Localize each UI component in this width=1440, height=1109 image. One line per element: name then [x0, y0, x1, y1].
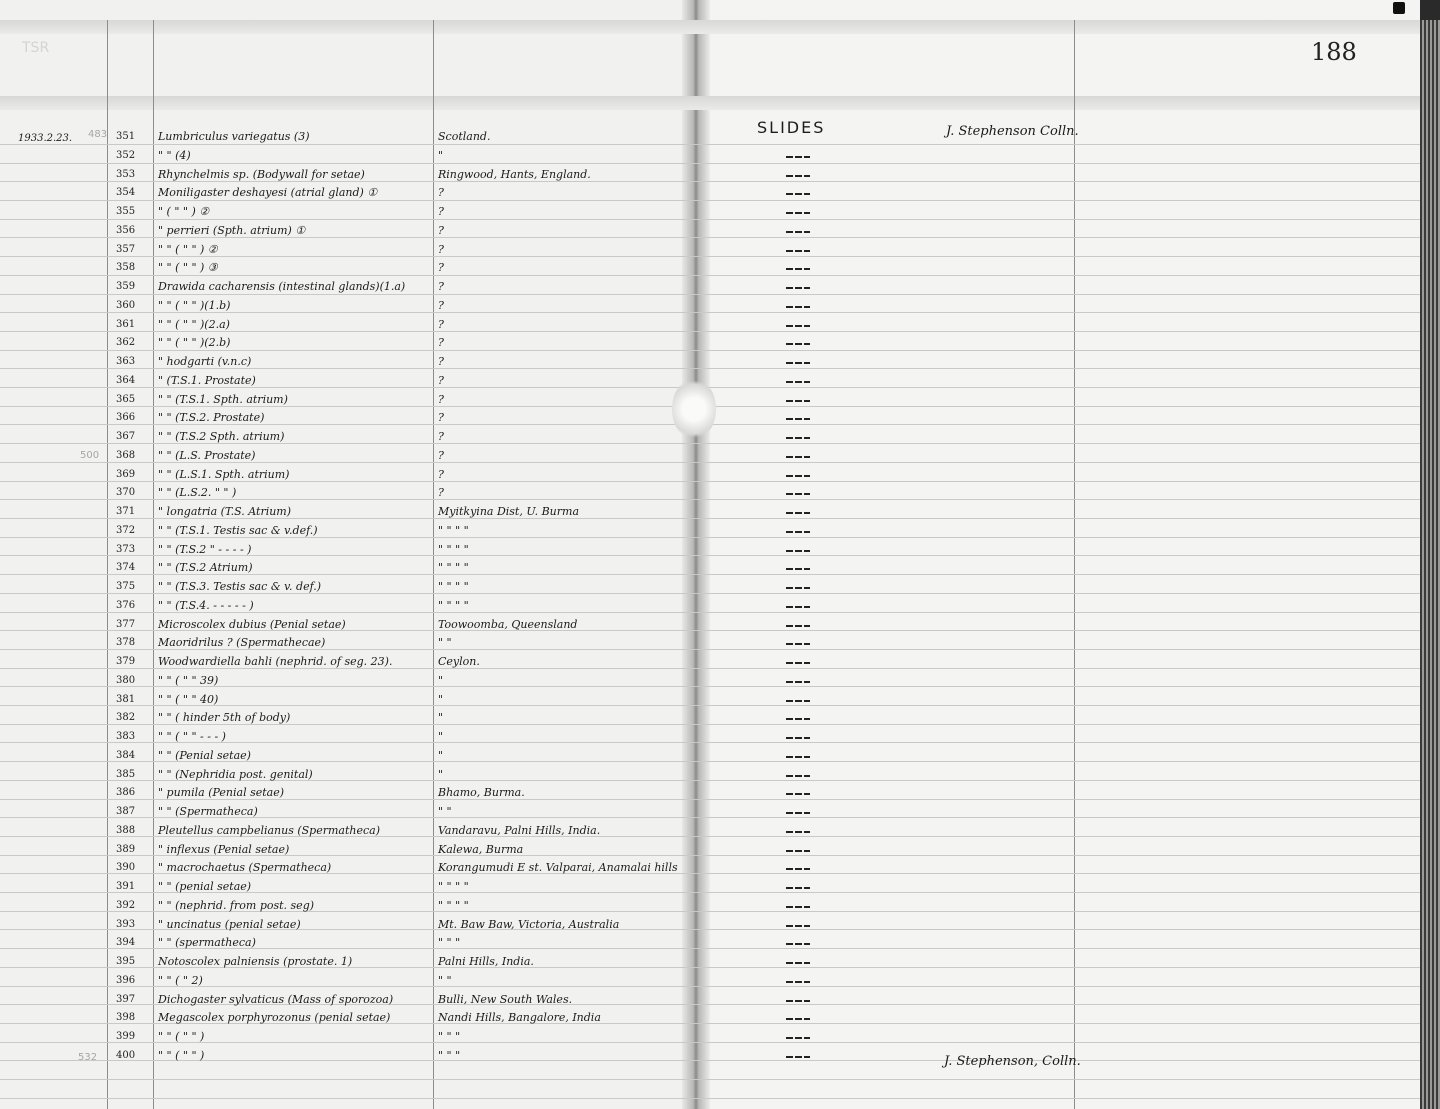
locality: Mt. Baw Baw, Victoria, Australia	[438, 918, 620, 931]
register-number: 363	[116, 356, 136, 367]
register-number: 376	[116, 600, 136, 611]
ditto-dash	[786, 980, 810, 984]
register-number: 359	[116, 281, 136, 292]
locality: Toowoomba, Queensland	[438, 618, 578, 631]
register-number: 364	[116, 375, 136, 386]
locality: Kalewa, Burma	[438, 843, 524, 856]
register-number: 372	[116, 525, 136, 536]
specimen-name: " " ( " " )(2.a)	[158, 318, 230, 331]
specimen-name: " " ( " " 39)	[158, 674, 219, 687]
ditto-dash	[786, 905, 810, 909]
locality: Bulli, New South Wales.	[438, 993, 573, 1006]
specimen-name: " " ( " " )	[158, 1049, 205, 1062]
ditto-dash	[786, 961, 810, 965]
locality: Vandaravu, Palni Hills, India.	[438, 824, 601, 837]
locality: " " " "	[438, 580, 469, 593]
ditto-dash	[786, 492, 810, 496]
locality: ?	[438, 243, 444, 256]
specimen-name: " " ( " 2)	[158, 974, 203, 987]
register-number: 358	[116, 262, 136, 273]
column-rule	[1074, 20, 1075, 1109]
specimen-name: " " ( " " )(2.b)	[158, 336, 231, 349]
specimen-name: " " ( " " )(1.b)	[158, 299, 231, 312]
register-number: 384	[116, 750, 136, 761]
locality: "	[438, 711, 444, 724]
column-rule	[153, 20, 154, 1109]
locality: " " " "	[438, 599, 469, 612]
ditto-dash	[786, 511, 810, 515]
register-number: 392	[116, 900, 136, 911]
specimen-name: " " (nephrid. from post. seg)	[158, 899, 315, 912]
specimen-name: " " (spermatheca)	[158, 936, 256, 949]
register-number: 400	[116, 1050, 136, 1061]
register-number: 355	[116, 206, 136, 217]
specimen-name: Dichogaster sylvaticus (Mass of sporozoa)	[158, 993, 394, 1006]
collector-bottom: J. Stephenson, Colln.	[944, 1054, 1081, 1069]
register-number: 389	[116, 844, 136, 855]
specimen-name: Lumbriculus variegatus (3)	[158, 130, 310, 143]
specimen-name: " " ( " " 40)	[158, 693, 219, 706]
ditto-dash	[786, 811, 810, 815]
specimen-name: Drawida cacharensis (intestinal glands)(1.a)	[158, 280, 406, 293]
ditto-dash	[786, 530, 810, 534]
specimen-name: Moniligaster deshayesi (atrial gland) ①	[158, 186, 378, 199]
register-number: 382	[116, 712, 136, 723]
locality: ?	[438, 355, 444, 368]
specimen-name: " " ( hinder 5th of body)	[158, 711, 291, 724]
register-number: 362	[116, 337, 136, 348]
register-number: 398	[116, 1012, 136, 1023]
ditto-dash	[786, 755, 810, 759]
specimen-name: " " ( " " ) ②	[158, 243, 218, 256]
locality: " " " "	[438, 543, 469, 556]
specimen-name: " " (T.S.1. Spth. atrium)	[158, 393, 288, 406]
register-number: 352	[116, 150, 136, 161]
locality: Ringwood, Hants, England.	[438, 168, 591, 181]
specimen-name: " " (T.S.3. Testis sac & v. def.)	[158, 580, 322, 593]
register-number: 375	[116, 581, 136, 592]
locality: "	[438, 730, 444, 743]
slides-header: SLIDES	[757, 118, 826, 137]
specimen-name: " " (penial setae)	[158, 880, 252, 893]
register-number: 356	[116, 225, 136, 236]
ditto-dash	[786, 792, 810, 796]
locality: ?	[438, 336, 444, 349]
register-number: 394	[116, 937, 136, 948]
register-number: 386	[116, 787, 136, 798]
ruled-line	[0, 1098, 1420, 1099]
locality: " " " "	[438, 880, 469, 893]
locality: " " "	[438, 1030, 461, 1043]
specimen-name: " uncinatus (penial setae)	[158, 918, 301, 931]
locality: ?	[438, 299, 444, 312]
specimen-name: " inflexus (Penial setae)	[158, 843, 290, 856]
specimen-name: Pleutellus campbelianus (Spermatheca)	[158, 824, 381, 837]
ditto-dash	[786, 361, 810, 365]
specimen-name: " " (L.S.2. " " )	[158, 486, 237, 499]
locality: ?	[438, 224, 444, 237]
register-number: 388	[116, 825, 136, 836]
locality: ?	[438, 449, 444, 462]
locality: " " "	[438, 1049, 461, 1062]
specimen-name: " " (T.S.2 Atrium)	[158, 561, 253, 574]
ruled-line	[0, 1042, 1420, 1043]
register-number: 374	[116, 562, 136, 573]
locality: ?	[438, 186, 444, 199]
register-number: 395	[116, 956, 136, 967]
ditto-dash	[786, 380, 810, 384]
locality: ?	[438, 411, 444, 424]
pencil-mark: 483	[88, 129, 108, 140]
ditto-dash	[786, 624, 810, 628]
specimen-name: " " (T.S.2 " - - - - )	[158, 543, 252, 556]
locality: ?	[438, 205, 444, 218]
locality: Bhamo, Burma.	[438, 786, 525, 799]
locality: Ceylon.	[438, 655, 480, 668]
register-number: 393	[116, 919, 136, 930]
ditto-dash	[786, 286, 810, 290]
specimen-name: Notoscolex palniensis (prostate. 1)	[158, 955, 353, 968]
registration-date: 1933.2.23.	[18, 133, 73, 144]
ditto-dash	[786, 342, 810, 346]
locality: " " " "	[438, 561, 469, 574]
ditto-dash	[786, 717, 810, 721]
ditto-dash	[786, 661, 810, 665]
header-band-lower	[0, 96, 1420, 110]
register-number: 354	[116, 187, 136, 198]
ditto-dash	[786, 305, 810, 309]
register-number: 399	[116, 1031, 136, 1042]
ruled-line	[0, 1060, 1420, 1061]
ditto-dash	[786, 436, 810, 440]
ditto-dash	[786, 699, 810, 703]
ditto-dash	[786, 174, 810, 178]
locality: Korangumudi E st. Valparai, Anamalai hills	[438, 861, 678, 874]
ditto-dash	[786, 155, 810, 159]
register-number: 360	[116, 300, 136, 311]
locality: ?	[438, 374, 444, 387]
pencil-mark: 532	[78, 1052, 98, 1063]
page-edges	[1420, 20, 1440, 1109]
locality: ?	[438, 468, 444, 481]
ditto-dash	[786, 605, 810, 609]
specimen-name: " (T.S.1. Prostate)	[158, 374, 256, 387]
specimen-name: " " (Spermatheca)	[158, 805, 258, 818]
register-number: 387	[116, 806, 136, 817]
register-number: 353	[116, 169, 136, 180]
specimen-name: " macrochaetus (Spermatheca)	[158, 861, 332, 874]
locality: Nandi Hills, Bangalore, India	[438, 1011, 601, 1024]
specimen-name: " hodgarti (v.n.c)	[158, 355, 252, 368]
specimen-name: " " (L.S.1. Spth. atrium)	[158, 468, 290, 481]
ditto-dash	[786, 867, 810, 871]
specimen-name: Megascolex porphyrozonus (penial setae)	[158, 1011, 391, 1024]
specimen-name: " ( " " ) ②	[158, 205, 210, 218]
specimen-name: " perrieri (Spth. atrium) ①	[158, 224, 306, 237]
register-number: 379	[116, 656, 136, 667]
ditto-dash	[786, 230, 810, 234]
locality: ?	[438, 318, 444, 331]
ditto-dash	[786, 474, 810, 478]
column-rule	[107, 20, 108, 1109]
specimen-name: Rhynchelmis sp. (Bodywall for setae)	[158, 168, 365, 181]
ditto-dash	[786, 886, 810, 890]
locality: "	[438, 693, 444, 706]
ditto-dash	[786, 999, 810, 1003]
ditto-dash	[786, 399, 810, 403]
ditto-dash	[786, 586, 810, 590]
locality: " " "	[438, 936, 461, 949]
register-number: 391	[116, 881, 136, 892]
locality: ?	[438, 261, 444, 274]
specimen-name: " " (T.S.2 Spth. atrium)	[158, 430, 285, 443]
specimen-name: " " (T.S.4. - - - - - )	[158, 599, 254, 612]
specimen-name: " " ( " " ) ③	[158, 261, 218, 274]
specimen-name: " " ( " " - - - )	[158, 730, 226, 743]
ruled-line	[0, 163, 1420, 164]
locality: " "	[438, 805, 452, 818]
locality: Scotland.	[438, 130, 491, 143]
ditto-dash	[786, 267, 810, 271]
register-number: 396	[116, 975, 136, 986]
header-band	[0, 20, 1420, 34]
ditto-dash	[786, 774, 810, 778]
locality: "	[438, 149, 444, 162]
register-number: 383	[116, 731, 136, 742]
specimen-name: Microscolex dubius (Penial setae)	[158, 618, 346, 631]
collector-top: J. Stephenson Colln.	[946, 124, 1079, 139]
ditto-dash	[786, 549, 810, 553]
register-number: 361	[116, 319, 136, 330]
ditto-dash	[786, 417, 810, 421]
ditto-dash	[786, 642, 810, 646]
locality: ?	[438, 393, 444, 406]
register-number: 369	[116, 469, 136, 480]
locality: " "	[438, 636, 452, 649]
ditto-dash	[786, 736, 810, 740]
specimen-name: " pumila (Penial setae)	[158, 786, 285, 799]
specimen-name: " " (Penial setae)	[158, 749, 251, 762]
register-number: 381	[116, 694, 136, 705]
register-number: 397	[116, 994, 136, 1005]
locality: ?	[438, 486, 444, 499]
column-rule	[433, 20, 434, 1109]
ditto-dash	[786, 192, 810, 196]
locality: " " " "	[438, 524, 469, 537]
register-number: 371	[116, 506, 136, 517]
register-number: 385	[116, 769, 136, 780]
register-number: 390	[116, 862, 136, 873]
locality: " "	[438, 974, 452, 987]
locality: "	[438, 674, 444, 687]
locality: ?	[438, 280, 444, 293]
specimen-name: " " ( " " )	[158, 1030, 205, 1043]
ditto-dash	[786, 324, 810, 328]
page-number: 188	[1311, 38, 1357, 66]
pencil-mark: 500	[80, 450, 100, 461]
register-number: 377	[116, 619, 136, 630]
locality: "	[438, 768, 444, 781]
ghost-mark: TSR	[22, 40, 50, 56]
locality: Myitkyina Dist, U. Burma	[438, 505, 580, 518]
register-number: 370	[116, 487, 136, 498]
register-number: 378	[116, 637, 136, 648]
ditto-dash	[786, 924, 810, 928]
ditto-dash	[786, 455, 810, 459]
locality: ?	[438, 430, 444, 443]
specimen-name: " " (T.S.1. Testis sac & v.def.)	[158, 524, 318, 537]
specimen-name: " longatria (T.S. Atrium)	[158, 505, 292, 518]
register-number: 373	[116, 544, 136, 555]
ditto-dash	[786, 942, 810, 946]
register-number: 357	[116, 244, 136, 255]
ink-blot	[672, 378, 716, 440]
ditto-dash	[786, 567, 810, 571]
ditto-dash	[786, 849, 810, 853]
ditto-dash	[786, 680, 810, 684]
ditto-dash	[786, 249, 810, 253]
specimen-name: Woodwardiella bahli (nephrid. of seg. 23).	[158, 655, 393, 668]
locality: " " " "	[438, 899, 469, 912]
register-number: 366	[116, 412, 136, 423]
locality: Palni Hills, India.	[438, 955, 534, 968]
specimen-name: " " (4)	[158, 149, 191, 162]
ditto-dash	[786, 1017, 810, 1021]
register-number: 367	[116, 431, 136, 442]
specimen-name: " " (Nephridia post. genital)	[158, 768, 313, 781]
specimen-name: " " (T.S.2. Prostate)	[158, 411, 265, 424]
ruled-line	[0, 1079, 1420, 1080]
ditto-dash	[786, 830, 810, 834]
ditto-dash	[786, 1055, 810, 1059]
register-number: 380	[116, 675, 136, 686]
register-number: 365	[116, 394, 136, 405]
specimen-name: " " (L.S. Prostate)	[158, 449, 256, 462]
register-number: 368	[116, 450, 136, 461]
ditto-dash	[786, 211, 810, 215]
specimen-name: Maoridrilus ? (Spermathecae)	[158, 636, 326, 649]
corner-mark	[1393, 2, 1405, 14]
ruled-line	[0, 219, 1420, 220]
locality: "	[438, 749, 444, 762]
register-number: 351	[116, 131, 136, 142]
ruled-line	[0, 986, 1420, 987]
ditto-dash	[786, 1036, 810, 1040]
